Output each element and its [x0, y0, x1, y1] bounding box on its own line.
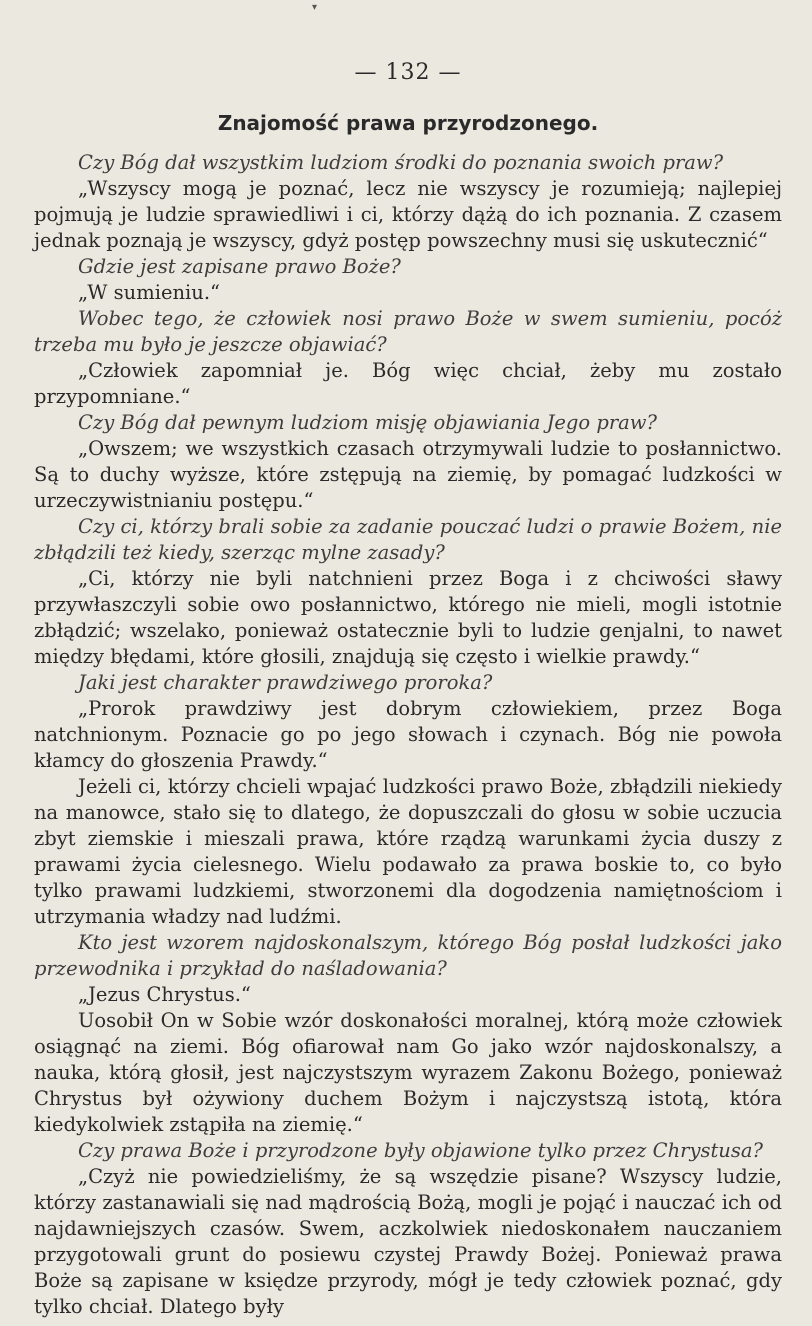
question-paragraph: Czy Bóg dał pewnym ludziom misję objawiania Jego praw?	[78, 411, 657, 434]
answer-paragraph: „Owszem; we wszystkich czasach otrzymywali ludzie to posłannictwo. Są to duchy wyższe, które zstępują na ziemię, by pomagać ludzkości w urzeczywistnianiu postępu.“	[34, 437, 782, 512]
answer-paragraph: „W sumieniu.“	[78, 281, 221, 304]
answer-paragraph: „Prorok prawdziwy jest dobrym człowiekiem, przez Boga natchnionym. Poznacie go po jego słowach i czynach. Bóg nie powoła kłamcy do głoszenia Prawdy.“	[34, 697, 782, 772]
answer-paragraph: „Czyż nie powiedzieliśmy, że są wszędzie pisane? Wszyscy ludzie, którzy zastanawiali się nad mądrością Bożą, mogli je pojąć i nauczać ich od najdawniejszych czasów. Swem, aczkolwiek niedoskonałem nauczaniem przygotowali grunt do posiewu czystej Prawdy Bożej. Ponieważ prawa Boże są zapisane w księdze przyrody, mógł je tedy człowiek poznać, gdy tylko chciał. Dlatego były	[34, 1165, 782, 1318]
answer-paragraph: „Jezus Chrystus.“	[78, 983, 251, 1006]
question-paragraph: Jaki jest charakter prawdziwego proroka?	[78, 671, 493, 694]
page-number: — 132 —	[354, 60, 462, 85]
question-paragraph: Czy ci, którzy brali sobie za zadanie pouczać ludzi o prawie Bożem, nie zbłądzili też kiedy, szerząc mylne zasady?	[34, 515, 782, 564]
answer-paragraph: „Wszyscy mogą je poznać, lecz nie wszyscy je rozumieją; najlepiej pojmują je ludzie sprawiedliwi i ci, którzy dążą do ich poznania. Z czasem jednak poznają je wszyscy, gdyż postęp powszechny musi się uskutecznić“	[34, 177, 782, 252]
answer-paragraph: Uosobił On w Sobie wzór doskonałości moralnej, którą może człowiek osiągnąć na ziemi. Bóg ofiarował nam Go jako wzór najdoskonalszy, a nauka, którą głosił, jest najczystszym wyrazem Zakonu Bożego, ponieważ Chrystus był ożywiony duchem Bożym i najczystszą istotą, która kiedykolwiek zstąpiła na ziemię.“	[34, 1009, 782, 1136]
question-paragraph: Czy prawa Boże i przyrodzone były objawione tylko przez Chrystusa?	[78, 1139, 763, 1162]
question-paragraph: Gdzie jest zapisane prawo Boże?	[78, 255, 401, 278]
answer-paragraph: „Człowiek zapomniał je. Bóg więc chciał, żeby mu zostało przypomniane.“	[34, 359, 782, 408]
ink-speck: ▾	[312, 2, 318, 13]
page-title: Znajomość prawa przyrodzonego.	[217, 111, 599, 135]
question-paragraph: Kto jest wzorem najdoskonalszym, którego Bóg posłał ludzkości jako przewodnika i przykład do naśladowania?	[34, 931, 782, 980]
answer-paragraph: „Ci, którzy nie byli natchnieni przez Boga i z chciwości sławy przywłaszczyli sobie owo posłannictwo, którego nie mieli, mogli istotnie zbłądzić; wszelako, ponieważ ostatecznie byli to ludzie genjalni, to nawet między błędami, które głosili, znajdują się często i wielkie prawdy.“	[34, 567, 782, 668]
question-paragraph: Czy Bóg dał wszystkim ludziom środki do poznania swoich praw?	[78, 151, 724, 174]
body-text	[34, 150, 782, 1320]
answer-paragraph: Jeżeli ci, którzy chcieli wpajać ludzkości prawo Boże, zbłądzili niekiedy na manowce, stało się to dlatego, że dopuszczali do głosu w sobie uczucia zbyt ziemskie i mieszali prawa, które rządzą warunkami życia duszy z prawami życia cielesnego. Wielu podawało za prawa boskie to, co było tylko prawami ludzkiemi, stworzonemi dla dogodzenia namiętnościom i utrzymania władzy nad ludźmi.	[34, 775, 782, 928]
question-paragraph: Wobec tego, że człowiek nosi prawo Boże w swem sumieniu, pocóż trzeba mu było je jeszcze objawiać?	[34, 307, 782, 356]
